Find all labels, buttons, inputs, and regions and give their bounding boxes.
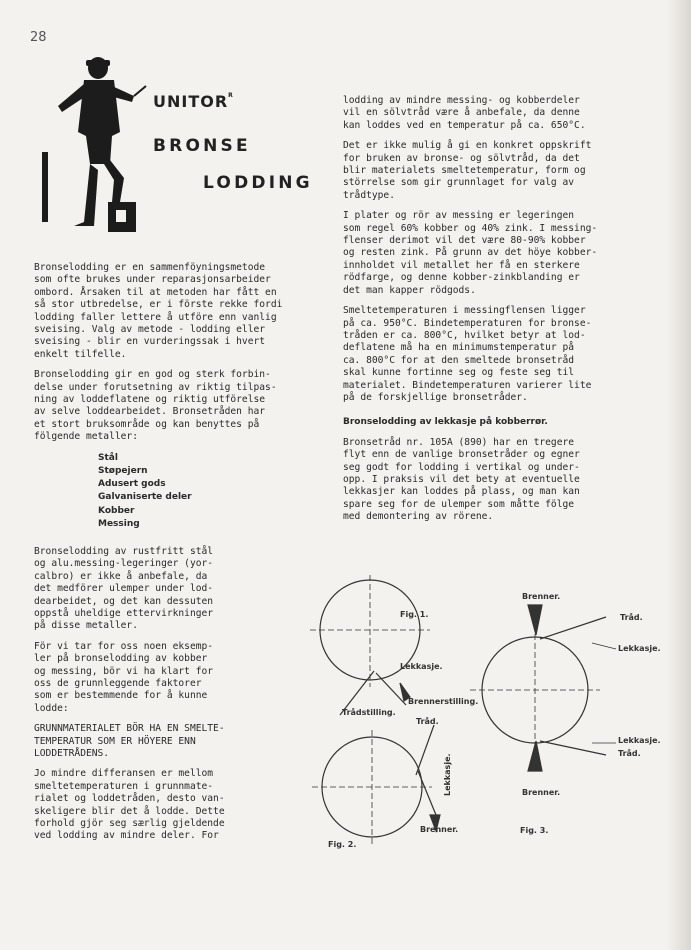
welder-illustration xyxy=(38,52,148,234)
title-bronse: BRONSE xyxy=(153,136,251,156)
metal-item: Kobber xyxy=(98,505,135,516)
section-heading: Bronselodding av lekkasje på kobberrør. xyxy=(343,417,548,428)
fig1-tradstilling-label: Trådstilling. xyxy=(342,708,396,717)
fig3-brenner-top-label: Brenner. xyxy=(522,592,561,601)
fig2-brenner-label: Brenner. xyxy=(420,825,459,834)
pipe-diagrams xyxy=(300,575,670,850)
fig3-label: Fig. 3. xyxy=(520,826,549,835)
fig2-wire-line xyxy=(416,725,434,775)
fig1-label: Fig. 1. xyxy=(400,610,429,619)
paragraph: Bronselodding av rustfritt stål og alu.messing-legeringer (yor- calbro) er ikke å anbefale, da det medförer ulemper under lod- dearbeidet, og det kan dessuten oppstå uheldige ettervirkninger på disse metaller. xyxy=(34,545,214,632)
fig3-lekkasje-bottom-label: Lekkasje. xyxy=(618,736,661,745)
fig2-trad-label: Tråd. xyxy=(416,717,439,726)
fig3-burner-top xyxy=(528,605,542,635)
paragraph-uppercase: GRUNNMATERIALET BÖR HA EN SMELTE- TEMPERATUR SOM ER HÖYERE ENN LODDETRÅDENS. xyxy=(34,723,225,759)
paragraph: Bronselodding er en sammenföyningsmetode som ofte brukes under reparasjonsarbeider ombord. Årsaken til at metoden har fått en så stor utbredelse, er i förste rekke fordi lodding faller lettere å utföre enn vanlig sveising. Valg av metode - lodding eller sveising - blir en vurderingssak i hvert enkelt tilfelle. xyxy=(34,262,283,360)
paragraph: lodding av mindre messing- og kobberdeler vil en sölvtråd være å anbefale, da denne kan loddes ved en temperatur på ca. 650°C. xyxy=(343,95,586,131)
fig2-burner-line xyxy=(418,771,436,815)
paragraph: Bronselodding gir en god og sterk forbin- delse under forutsetning av riktig tilpas- ning av loddeflatene og riktig utförelse av selve loddearbeidet. Bronsetråden har et stort bruksområde og kan benyttes på fölgende metaller: xyxy=(34,369,277,443)
fig3-trad-top-label: Tråd. xyxy=(620,613,643,622)
title-lodding: LODDING xyxy=(203,173,313,193)
unitor-logo: $UNITOR^R$ xyxy=(153,92,234,111)
fig1-brennerstilling-label: Brennerstilling. xyxy=(408,697,479,706)
page-edge-shadow xyxy=(667,0,691,950)
paragraph: Bronsetråd nr. 105A (890) har en tregere flyt enn de vanlige bronsetråder og egner seg godt for lodding i vertikal og under- opp. I praksis vil det bety at eventuelle lekkasjer kan loddes på plass, og man kan spare seg for de ulemper som måtte fölge med demontering av rörene. xyxy=(343,436,580,523)
metal-item: Stål xyxy=(98,452,118,463)
metal-item: Støpejern xyxy=(98,465,148,476)
fig3-lekkasje-top-label: Lekkasje. xyxy=(618,644,661,653)
metals-list xyxy=(98,452,314,531)
right-column xyxy=(343,95,658,532)
fig1-lekkasje-label: Lekkasje. xyxy=(400,662,443,671)
paragraph: Det er ikke mulig å gi en konkret oppskrift for bruken av bronse- og sölvtråd, da det blir materialets smeltetemperatur, form og störrelse som gir grunnlaget for valg av trådtype. xyxy=(343,140,592,201)
figures-area xyxy=(300,575,670,850)
fig3-burner-bottom xyxy=(528,741,542,771)
fig3-wire-top xyxy=(540,617,606,639)
paragraph: Jo mindre differansen er mellom smeltetemperaturen i grunnmate- rialet og loddetråden, desto van- skeligere blir det å lodde. Dette forhold gjör seg særlig gjeldende ved lodding av mindre deler. For xyxy=(34,768,225,842)
metal-item: Messing xyxy=(98,518,140,529)
fig2-lekkasje-label: Lekkasje. xyxy=(443,753,452,796)
metal-item: Galvaniserte deler xyxy=(98,492,192,503)
metal-item: Adusert gods xyxy=(98,479,166,490)
paragraph: Smeltetemperaturen i messingflensen ligger på ca. 950°C. Bindetemperaturen for bronse- tråden er ca. 800°C, hvilket betyr at lod- deflatene må ha en minimumstemperatur på ca. 800°C for at den smeltede bronsetråd skal kunne fortinne seg og feste seg til materialet. Bindetemperaturen varierer lite på de forskjellige bronsetråder. xyxy=(343,305,592,403)
fig3-brenner-bottom-label: Brenner. xyxy=(522,788,561,797)
paragraph: För vi tar for oss noen eksemp- ler på bronselodding av kobber og messing, bör vi ha klart for oss de grunnleggende faktorer som er bestemmende for å kunne lodde: xyxy=(34,640,214,714)
left-column xyxy=(34,262,314,851)
fig3-trad-bottom-label: Tråd. xyxy=(618,749,641,758)
paragraph: I plater og rör av messing er legeringen som regel 60% kobber og 40% zink. I messing- flenser derimot vil det være 80-90% kobber og resten zink. På grunn av det höye kobber- innholdet vil metallet her få en sterkere rödfarge, og denne kobber-zinkblanding er det man kapper rödgods. xyxy=(343,210,598,296)
fig2-label: Fig. 2. xyxy=(328,840,357,849)
page-number: 28 xyxy=(30,30,47,45)
